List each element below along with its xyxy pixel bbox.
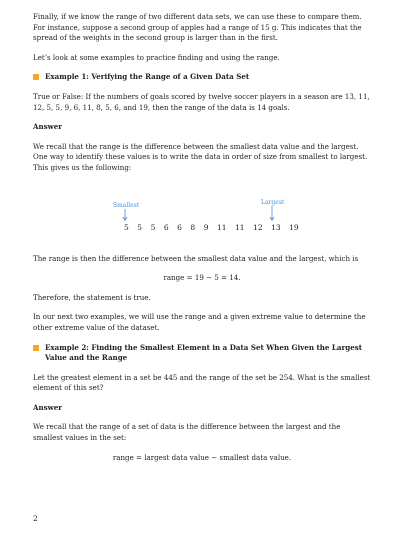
example-1-explanation: We recall that the range is the difference between the smallest data value and the largest. One way to identify these values is to write the data in order of size from smallest to largest. This gives us the following: (33, 141, 368, 172)
value-item: 13 (271, 222, 281, 232)
range-intro: The range is then the difference between the smallest data value and the largest, which is (33, 253, 359, 263)
value-item: 5 (124, 222, 129, 232)
value-item: 6 (177, 222, 182, 232)
range-definition-equation: range = largest data value − smallest data value. (112, 452, 292, 462)
transition-paragraph: In our next two examples, we will use the range and a given extreme value to determine the other extreme value of the dataset. (33, 312, 366, 332)
intro-paragraph-1: Finally, if we know the range of two different data sets, we can use these to compare them. For instance, suppose a second group of apples had a range of 15 g. This indicates that the spread of the weights in the second group is larger than in the first. (33, 12, 362, 43)
example-2-title: Example 2: Finding the Smallest Element in a Data Set When Given the Largest Value and the Range (45, 342, 362, 363)
ordered-values (124, 223, 299, 234)
value-item: 12 (253, 222, 263, 232)
value-item: 5 (150, 222, 156, 232)
heading-marker-icon (33, 74, 39, 80)
example-1-answer-label: Answer (33, 122, 63, 132)
example-2-answer-label: Answer (33, 402, 63, 412)
example-1-heading (33, 72, 371, 83)
value-item: 11 (216, 222, 227, 232)
example-2-explanation: We recall that the range of a set of data is the difference between the largest and the smallest values in the set: (33, 422, 341, 443)
intro-paragraph-2: Let’s look at some examples to practice finding and using the range. (33, 52, 280, 62)
page-number: 2 (33, 514, 38, 523)
value-item: 5 (137, 222, 143, 232)
heading-marker-icon (33, 345, 39, 351)
smallest-arrow-icon (122, 209, 128, 222)
example-1-conclusion: Therefore, the statement is true. (33, 292, 151, 302)
example-1-title: Example 1: Verifying the Range of a Given Data Set (45, 72, 250, 82)
ordered-data-figure (33, 183, 371, 245)
largest-arrow-icon (269, 206, 275, 222)
example-2-question: Let the greatest element in a set be 445 and the range of the set be 254. What is the smallest element of this set? (33, 372, 371, 393)
value-item: 8 (190, 222, 196, 232)
largest-label: Largest (261, 198, 285, 206)
smallest-label: Smallest (113, 201, 140, 209)
value-item: 9 (203, 222, 209, 232)
value-item: 11 (235, 222, 245, 232)
example-2-heading (33, 343, 371, 364)
range-equation: range = 19 − 5 = 14. (163, 273, 241, 283)
value-item: 6 (163, 222, 169, 232)
example-1-question: True or False: If the numbers of goals scored by twelve soccer players in a season are 13, 11, 12, 5, 5, 9, 6, 11, 8, 5, 6, and 19, then the range of the data is 14 goals. (33, 91, 370, 112)
page-content (33, 12, 371, 472)
value-item: 19 (289, 222, 299, 232)
